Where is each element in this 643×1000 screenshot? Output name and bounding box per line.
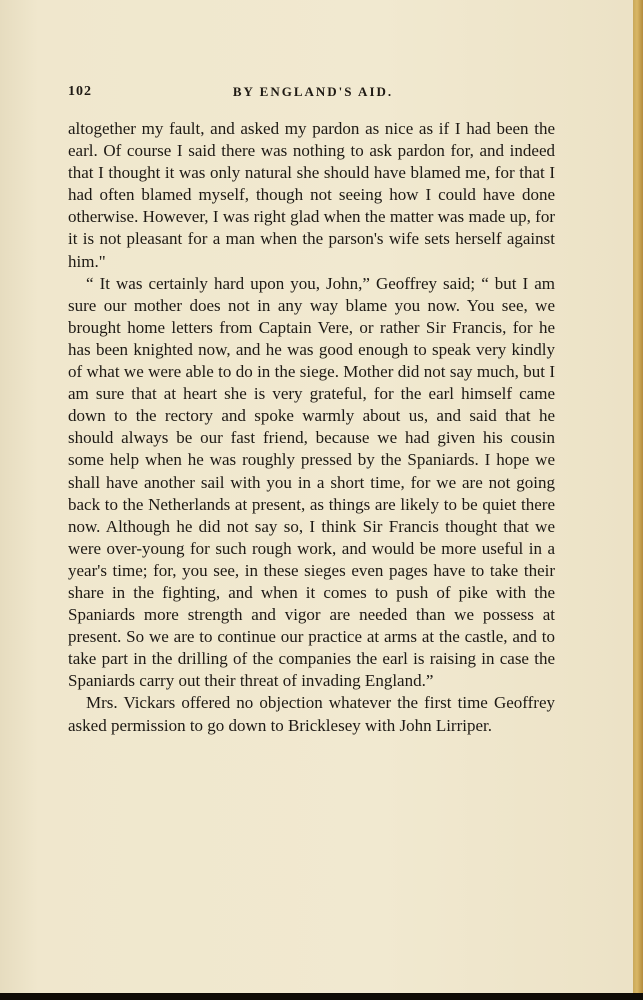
paragraph-2: “ It was certainly hard upon you, John,” Geoffrey said; “ but I am sure our mother does not in any way blame you now. You see, we brought home letters from Captain Vere, or rather Sir Francis, for he has been knighted now, and he was good enough to speak very kindly of what we were able to do in the siege. Mother did not say much, but I am sure that at heart she is very grateful, for the earl himself came down to the rectory and spoke warmly about us, and said that he should always be our fast friend, because we had given his cousin some help when he was roughly pressed by the Spaniards. I hope we shall have another sail with you in a short time, for we are not going back to the Netherlands at present, as things are likely to be quiet there now. Although he did not say so, I think Sir Francis thought that we were over-young for such rough work, and would be more useful in a year's time; for, you see, in these sieges even pages have to take their share in the fighting, and when it comes to push of pike with the Spaniards more strength and vigor are needed than we possess at present. So we are to continue our practice at arms at the castle, and to take part in the drilling of the companies the earl is raising in case the Spaniards carry out their threat of invading England.” xyxy=(68,273,555,691)
page-edge xyxy=(633,0,643,1000)
paragraph-3: Mrs. Vickars offered no objection whatever the first time Geoffrey asked permission to go down to Bricklesey with John Lirriper. xyxy=(68,693,555,735)
page-number: 102 xyxy=(68,84,92,99)
body-text xyxy=(68,118,555,737)
running-title: BY ENGLAND'S AID. xyxy=(232,84,394,99)
bottom-edge xyxy=(0,993,643,1000)
paragraph-1: altogether my fault, and asked my pardon as nice as if I had been the earl. Of course I said there was nothing to ask pardon for, and indeed that I thought it was only natural she should have blamed me, for that I had often blamed myself, though not seeing how I could have done otherwise. However, I was right glad when the matter was made up, for it is not pleasant for a man when the parson's wife sets herself against him." xyxy=(68,119,555,271)
page-header xyxy=(68,84,558,104)
